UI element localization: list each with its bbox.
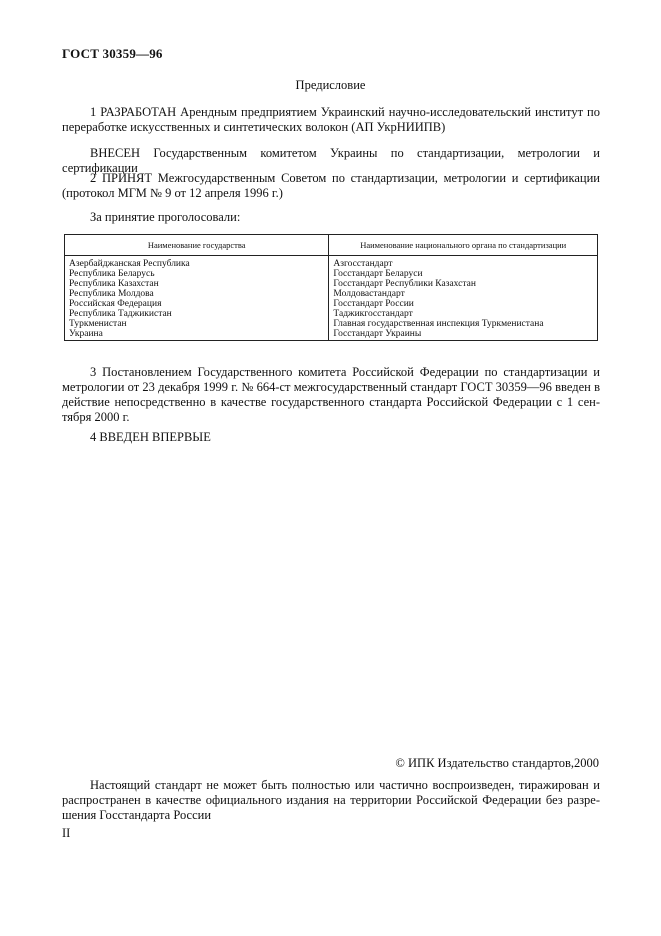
state-cell: Украина (65, 329, 329, 341)
table-row (65, 329, 598, 341)
standards-body-cell: Госстандарт Республики Казахстан (329, 279, 598, 289)
table-row (65, 269, 598, 279)
state-cell: Азербайджанская Республика (65, 256, 329, 270)
standards-body-cell: Азгосстандарт (329, 256, 598, 270)
standards-body-cell: Таджикгосстандарт (329, 309, 598, 319)
state-cell: Республика Казахстан (65, 279, 329, 289)
table-row (65, 299, 598, 309)
table-row (65, 309, 598, 319)
standards-body-cell: Госстандарт России (329, 299, 598, 309)
state-cell: Российская Федерация (65, 299, 329, 309)
reproduction-notice: Настоящий стандарт не может быть полностью или частично воспроизведен, тиражирован и распространен в качестве официального издания на территории Российской Федерации без разре-шения Госстандарта России (62, 778, 600, 822)
header-standards-body: Наименование национального органа по стандартизации (329, 235, 598, 256)
standards-body-cell: Главная государственная инспекция Туркменистана (329, 319, 598, 329)
paragraph-adopted: 2 ПРИНЯТ Межгосударственным Советом по стандартизации, метрологии и сертификации (протокол МГМ № 9 от 12 апреля 1996 г.) (62, 171, 600, 200)
paragraph-introduced: ВНЕСЕН Государственным комитетом Украины по стандартизации, метрологии и сертификации (62, 146, 600, 175)
state-cell: Республика Молдова (65, 289, 329, 299)
page-number: II (62, 826, 71, 840)
table-row (65, 319, 598, 329)
state-cell: Республика Таджикистан (65, 309, 329, 319)
paragraph-decree: 3 Постановлением Государственного комитета Российской Федерации по стандартизации и метрологии от 23 декабря 1999 г. № 664-ст межгосударственный стандарт ГОСТ 30359—96 введен в действие непосредственно в качестве государственного стандарта Российской Федерации с 1 сен-тября 2000 г. (62, 365, 600, 424)
standards-body-cell: Госстандарт Украины (329, 329, 598, 341)
table-row (65, 256, 598, 270)
section-title: Предисловие (295, 78, 366, 92)
state-cell: Туркменистан (65, 319, 329, 329)
header-state: Наименование государства (65, 235, 329, 256)
standards-body-cell: Молдовастандарт (329, 289, 598, 299)
paragraph-developed: 1 РАЗРАБОТАН Арендным предприятием Украинский научно-исследовательский институт по переработке искусственных и синтетических волокон (АП УкрНИИПВ) (62, 105, 600, 134)
paragraph-first-time: 4 ВВЕДЕН ВПЕРВЫЕ (90, 430, 211, 444)
table-header-row (65, 235, 598, 256)
vote-table (64, 234, 598, 341)
state-cell: Республика Беларусь (65, 269, 329, 279)
standards-body-cell: Госстандарт Беларуси (329, 269, 598, 279)
table-row (65, 279, 598, 289)
table-row (65, 289, 598, 299)
paragraph-voted: За принятие проголосовали: (90, 210, 241, 224)
copyright-line: © ИПК Издательство стандартов,2000 (395, 756, 599, 770)
document-code: ГОСТ 30359—96 (62, 46, 163, 61)
